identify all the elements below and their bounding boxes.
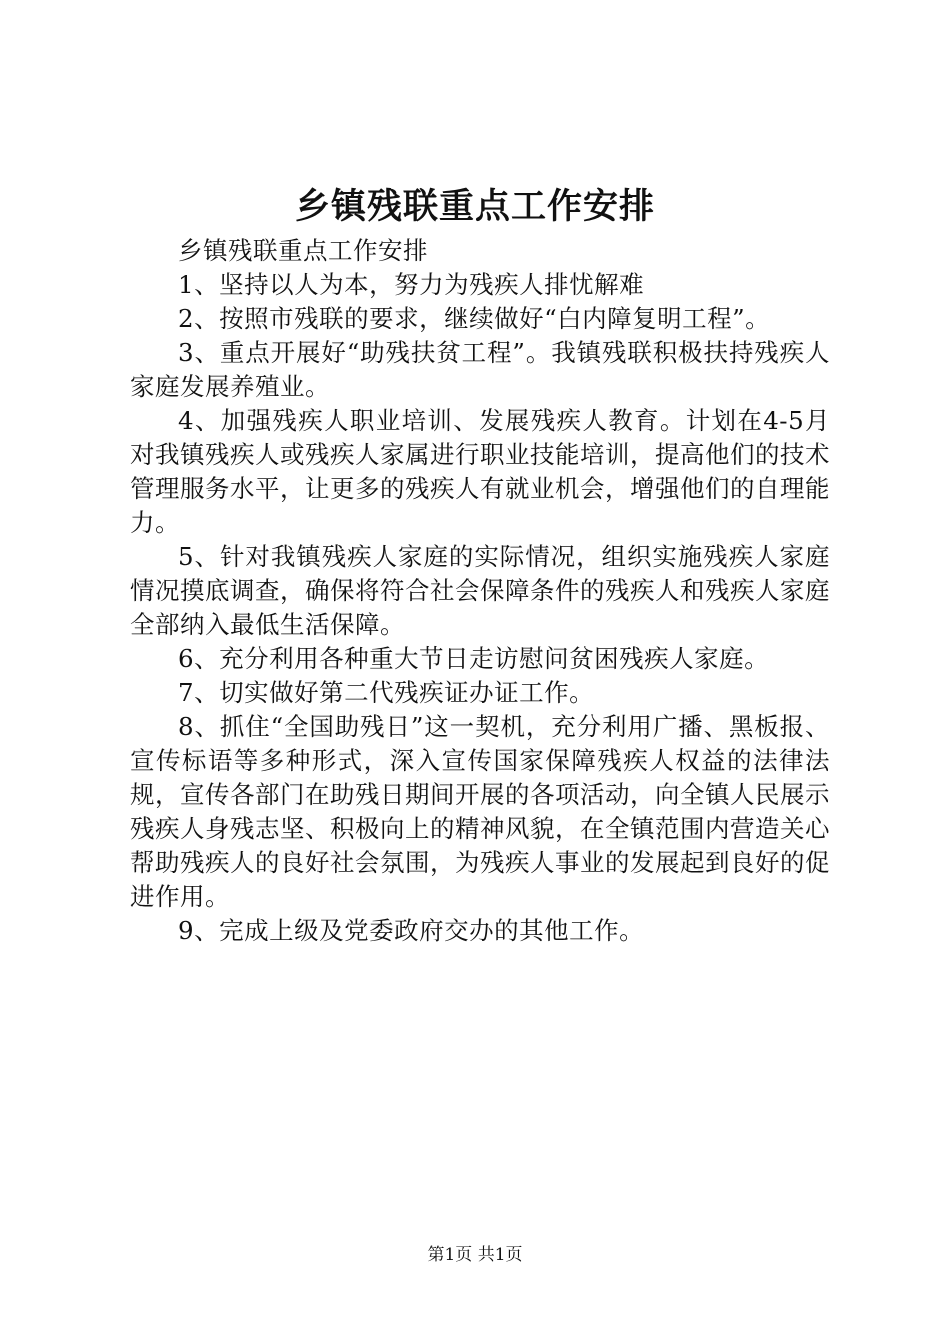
- page-footer: 第1页 共1页: [427, 1245, 523, 1265]
- paragraph-item-2: 2、按照市残联的要求，继续做好“白内障复明工程”。: [178, 304, 771, 333]
- paragraph-item-5: 5、针对我镇残疾人家庭的实际情况，组织实施残疾人家庭情况摸底调查，确保将符合社会保障条件的残疾人和残疾人家庭全部纳入最低生活保障。: [130, 542, 830, 639]
- paragraph-item-6: 6、充分利用各种重大节日走访慰问贫困残疾人家庭。: [178, 644, 770, 673]
- paragraph-item-7: 7、切实做好第二代残疾证办证工作。: [178, 678, 595, 707]
- paragraph-item-4: 4、加强残疾人职业培训、发展残疾人教育。计划在4-5月对我镇残疾人或残疾人家属进行职业技能培训，提高他们的技术管理服务水平，让更多的残疾人有就业机会，增强他们的自理能力。: [130, 406, 830, 537]
- document-title: 乡镇残联重点工作安排: [294, 186, 655, 227]
- paragraph-item-9: 9、完成上级及党委政府交办的其他工作。: [178, 916, 645, 945]
- document-body: [130, 234, 830, 948]
- paragraph-subtitle: 乡镇残联重点工作安排: [178, 236, 428, 265]
- paragraph-item-1: 1、坚持以人为本，努力为残疾人排忧解难: [178, 270, 645, 299]
- paragraph-item-8: 8、抓住“全国助残日”这一契机，充分利用广播、黑板报、宣传标语等多种形式，深入宣传国家保障残疾人权益的法律法规，宣传各部门在助残日期间开展的各项活动，向全镇人民展示残疾人身残志坚、积极向上的精神风貌，在全镇范围内营造关心帮助残疾人的良好社会氛围，为残疾人事业的发展起到良好的促进作用。: [130, 712, 830, 911]
- paragraph-item-3: 3、重点开展好“助残扶贫工程”。我镇残联积极扶持残疾人家庭发展养殖业。: [130, 338, 830, 401]
